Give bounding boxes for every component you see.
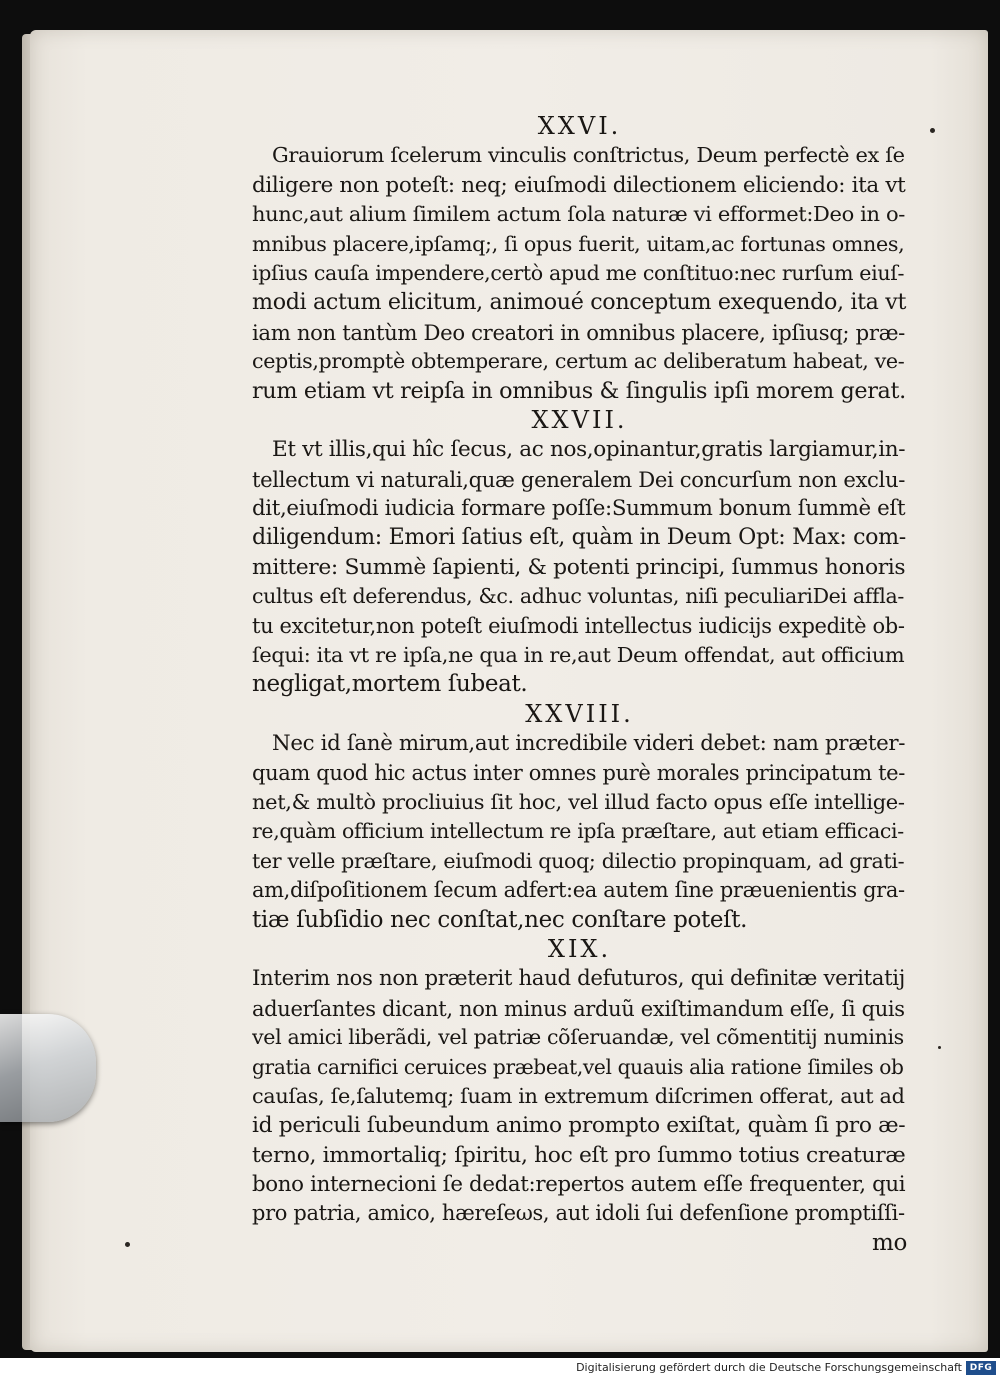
text-line: cultus eſt deferendus, &c. adhuc voluntas, niſi peculiariDei affla- [252,584,904,609]
catchword: mo [872,1229,907,1256]
page-speck [930,128,935,133]
text-line: gratia carnifici ceruices præbeat,vel quauis alia ratione ſimiles ob [252,1054,904,1079]
text-block [252,112,907,1258]
text-line: Et vt illis,qui hîc ſecus, ac nos,opinantur,gratis largiamur,in- [272,437,906,463]
text-line: pro patria, amico, hæreſeωs, aut idoli ſui defenſione promptiſſi- [252,1201,905,1226]
text-line: negligat,mortem ſubeat. [252,671,528,698]
text-line: tiæ ſubſidio nec conſtat,nec conſtare poteſt. [252,906,748,933]
text-line: vel amici liberãdi, vel patriæ cõſeruandæ, vel cõmentitij numinis [252,1025,904,1050]
text-line: dit,eiuſmodi iudicia formare poſſe:Summum bonum ſummè eſt [252,496,906,522]
text-line: ſequi: ita vt re ipſa,ne qua in re,aut Deum offendat, aut officium [252,643,905,668]
text-line: mnibus placere,ipſamq;, ſi opus fuerit, uitam,ac fortunas omnes, [252,231,905,256]
text-line: mittere: Summè ſapienti, & potenti principi, ſummus honoris [252,554,906,580]
dfg-logo[interactable]: DFG [966,1361,996,1375]
text-line: terno, immortaliq; ſpiritu, hoc eſt pro ſummo totius creaturæ [252,1142,906,1168]
text-line: ceptis,promptè obtemperare, certum ac deliberatum habeat, ve- [252,349,905,374]
text-line: rum etiam vt reipſa in omnibus & ſingulis ipſi morem gerat. [252,377,906,404]
section-heading: XXVI. [537,112,622,140]
text-line: ipſius cauſa impendere,certò apud me conſtituo:nec rurſum eiuſ- [252,260,905,285]
text-line: id periculi ſubeundum animo prompto exiſtat, quàm ſi pro æ- [252,1113,906,1139]
page-clip [0,1014,96,1122]
section-heading: XIX. [547,934,612,963]
text-line: aduerſantes dicant, non minus arduũ exiſtimandum eſſe, ſi quis [252,995,905,1021]
text-line: Nec id ſanè mirum,aut incredibile videri debet: nam præter- [272,731,906,757]
text-line: diligere non poteſt: neq; eiuſmodi dilectionem eliciendo: ita vt [252,172,906,198]
page-speck [938,1046,941,1049]
text-line: quam quod hic actus inter omnes purè morales principatum te- [252,760,905,785]
text-line: Interim nos non præterit haud defuturos, qui definitæ veritatij [252,966,905,992]
text-line: cauſas, ſe,ſalutemq; ſuam in extremum diſcrimen offerat, aut ad [252,1083,905,1108]
text-line: iam non tantùm Deo creatori in omnibus placere, ipſiusq; præ- [252,319,905,345]
text-line: Grauiorum ſcelerum vinculis conſtrictus, Deum perfectè ex ſe [272,143,905,168]
text-line: net,& multò procliuius ſit hoc, vel illud facto opus eſſe intellige- [252,789,905,814]
text-line: am,diſpoſitionem ſecum adfert:ea autem ſine præuenientis gra- [252,878,905,903]
text-line: bono internecioni ſe dedat:repertos autem eſſe frequenter, qui [252,1172,906,1198]
page-speck [125,1242,130,1247]
section-heading: XXVII. [531,405,628,434]
text-line: diligendum: Emori ſatius eſt, quàm in Deum Opt: Max: com- [252,524,906,551]
footer-credit: Digitalisierung gefördert durch die Deutsche Forschungsgemeinschaft [576,1361,962,1374]
section-heading: XXVIII. [525,699,634,728]
text-line: modi actum elicitum, animoué conceptum exequendo, ita vt [252,289,907,316]
text-line: tellectum vi naturali,quæ generalem Dei concurſum non exclu- [252,466,905,492]
text-line: hunc,aut alium ſimilem actum ſola naturæ vi efformet:Deo in o- [252,202,906,227]
text-line: re,quàm officium intellectum re ipſa præſtare, aut etiam efficaci- [252,819,904,844]
text-line: tu excitetur,non poteſt eiuſmodi intellectus iudicijs expeditè ob- [252,613,905,638]
footer-bar [0,1358,1000,1378]
text-line: ter velle præſtare, eiuſmodi quoq; dilectio propinquam, ad grati- [252,848,905,873]
